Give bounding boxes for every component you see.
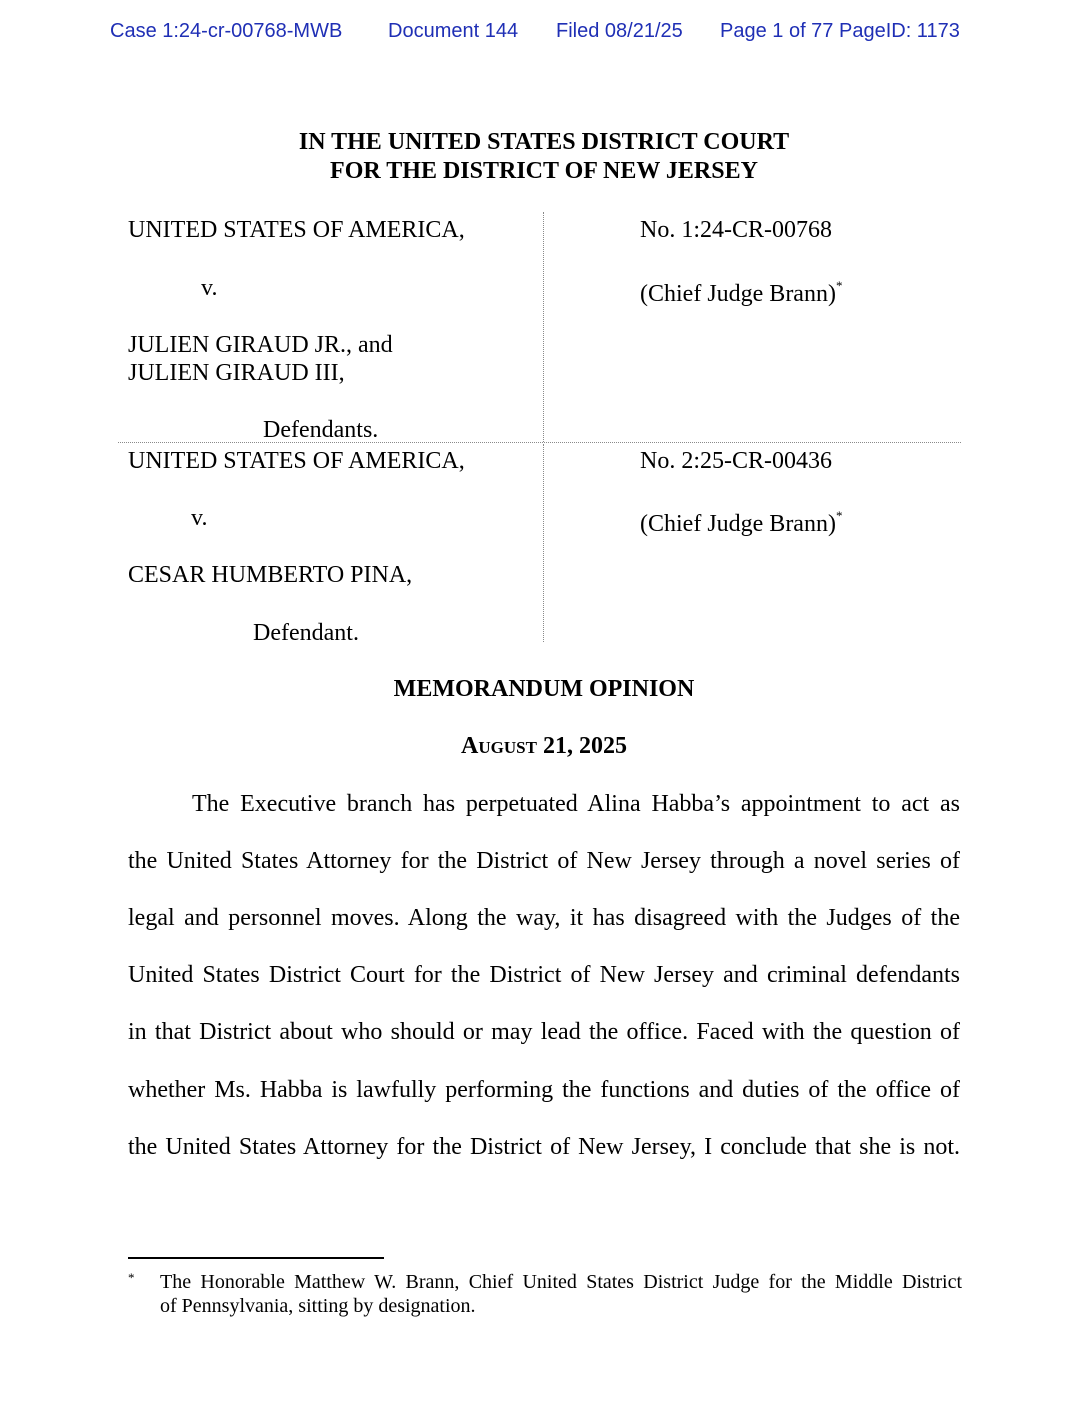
- body-line: in that District about who should or may lead the office. Faced with the question of: [128, 1019, 960, 1045]
- footnote-reference[interactable]: *: [835, 278, 843, 293]
- versus-label: v.: [191, 505, 208, 531]
- plaintiff-name: UNITED STATES OF AMERICA,: [128, 217, 465, 243]
- case-number-stamp: Case 1:24-cr-00768-MWB: [110, 20, 343, 42]
- caption-divider-vertical: [543, 444, 544, 642]
- filing-header: [0, 20, 1088, 48]
- versus-label: v.: [201, 275, 218, 301]
- body-line: the United States Attorney for the District of New Jersey, I conclude that she is not.: [128, 1134, 960, 1160]
- court-heading-line1: IN THE UNITED STATES DISTRICT COURT: [298, 129, 790, 155]
- caption-divider-vertical: [543, 212, 544, 442]
- body-line: The Executive branch has perpetuated Alina Habba’s appointment to act as: [192, 791, 960, 817]
- document-number-stamp: Document 144: [388, 20, 519, 42]
- body-line: the United States Attorney for the District of New Jersey through a novel series of: [128, 848, 960, 874]
- docket-number: No. 2:25-CR-00436: [640, 448, 832, 474]
- plaintiff-name: UNITED STATES OF AMERICA,: [128, 448, 465, 474]
- judge-name: (Chief Judge Brann): [640, 511, 836, 537]
- court-heading: [0, 128, 1088, 186]
- filed-date-stamp: Filed 08/21/25: [556, 20, 683, 42]
- judge-name: (Chief Judge Brann): [640, 281, 836, 307]
- body-line: United States District Court for the District of New Jersey and criminal defendants: [128, 962, 960, 988]
- defendant-label: Defendant.: [253, 620, 359, 646]
- page-id-stamp: Page 1 of 77 PageID: 1173: [720, 20, 960, 42]
- body-line: legal and personnel moves. Along the way, it has disagreed with the Judges of the: [128, 905, 960, 931]
- document-title: MEMORANDUM OPINION: [393, 676, 695, 702]
- footnote-reference[interactable]: *: [835, 508, 843, 523]
- defendant-name-line2: JULIEN GIRAUD III,: [128, 360, 345, 386]
- footnote-line2: of Pennsylvania, sitting by designation.: [160, 1295, 476, 1317]
- docket-number: No. 1:24-CR-00768: [640, 217, 832, 243]
- document-date: August 21, 2025: [461, 733, 627, 759]
- caption-divider-horizontal: [118, 442, 961, 443]
- defendant-name-line1: CESAR HUMBERTO PINA,: [128, 562, 413, 588]
- judge-label: [640, 274, 842, 308]
- footnote-text: [160, 1270, 962, 1318]
- body-line: whether Ms. Habba is lawfully performing the functions and duties of the office of: [128, 1077, 960, 1103]
- footnote-line1: The Honorable Matthew W. Brann, Chief United States District Judge for the Middle District: [160, 1271, 962, 1293]
- judge-label: [640, 504, 842, 538]
- court-heading-line2: FOR THE DISTRICT OF NEW JERSEY: [330, 158, 758, 184]
- defendant-name-line1: JULIEN GIRAUD JR., and: [128, 332, 393, 358]
- footnote-separator: [128, 1257, 384, 1259]
- defendants-label: Defendants.: [263, 417, 379, 443]
- footnote-mark: *: [128, 1270, 135, 1285]
